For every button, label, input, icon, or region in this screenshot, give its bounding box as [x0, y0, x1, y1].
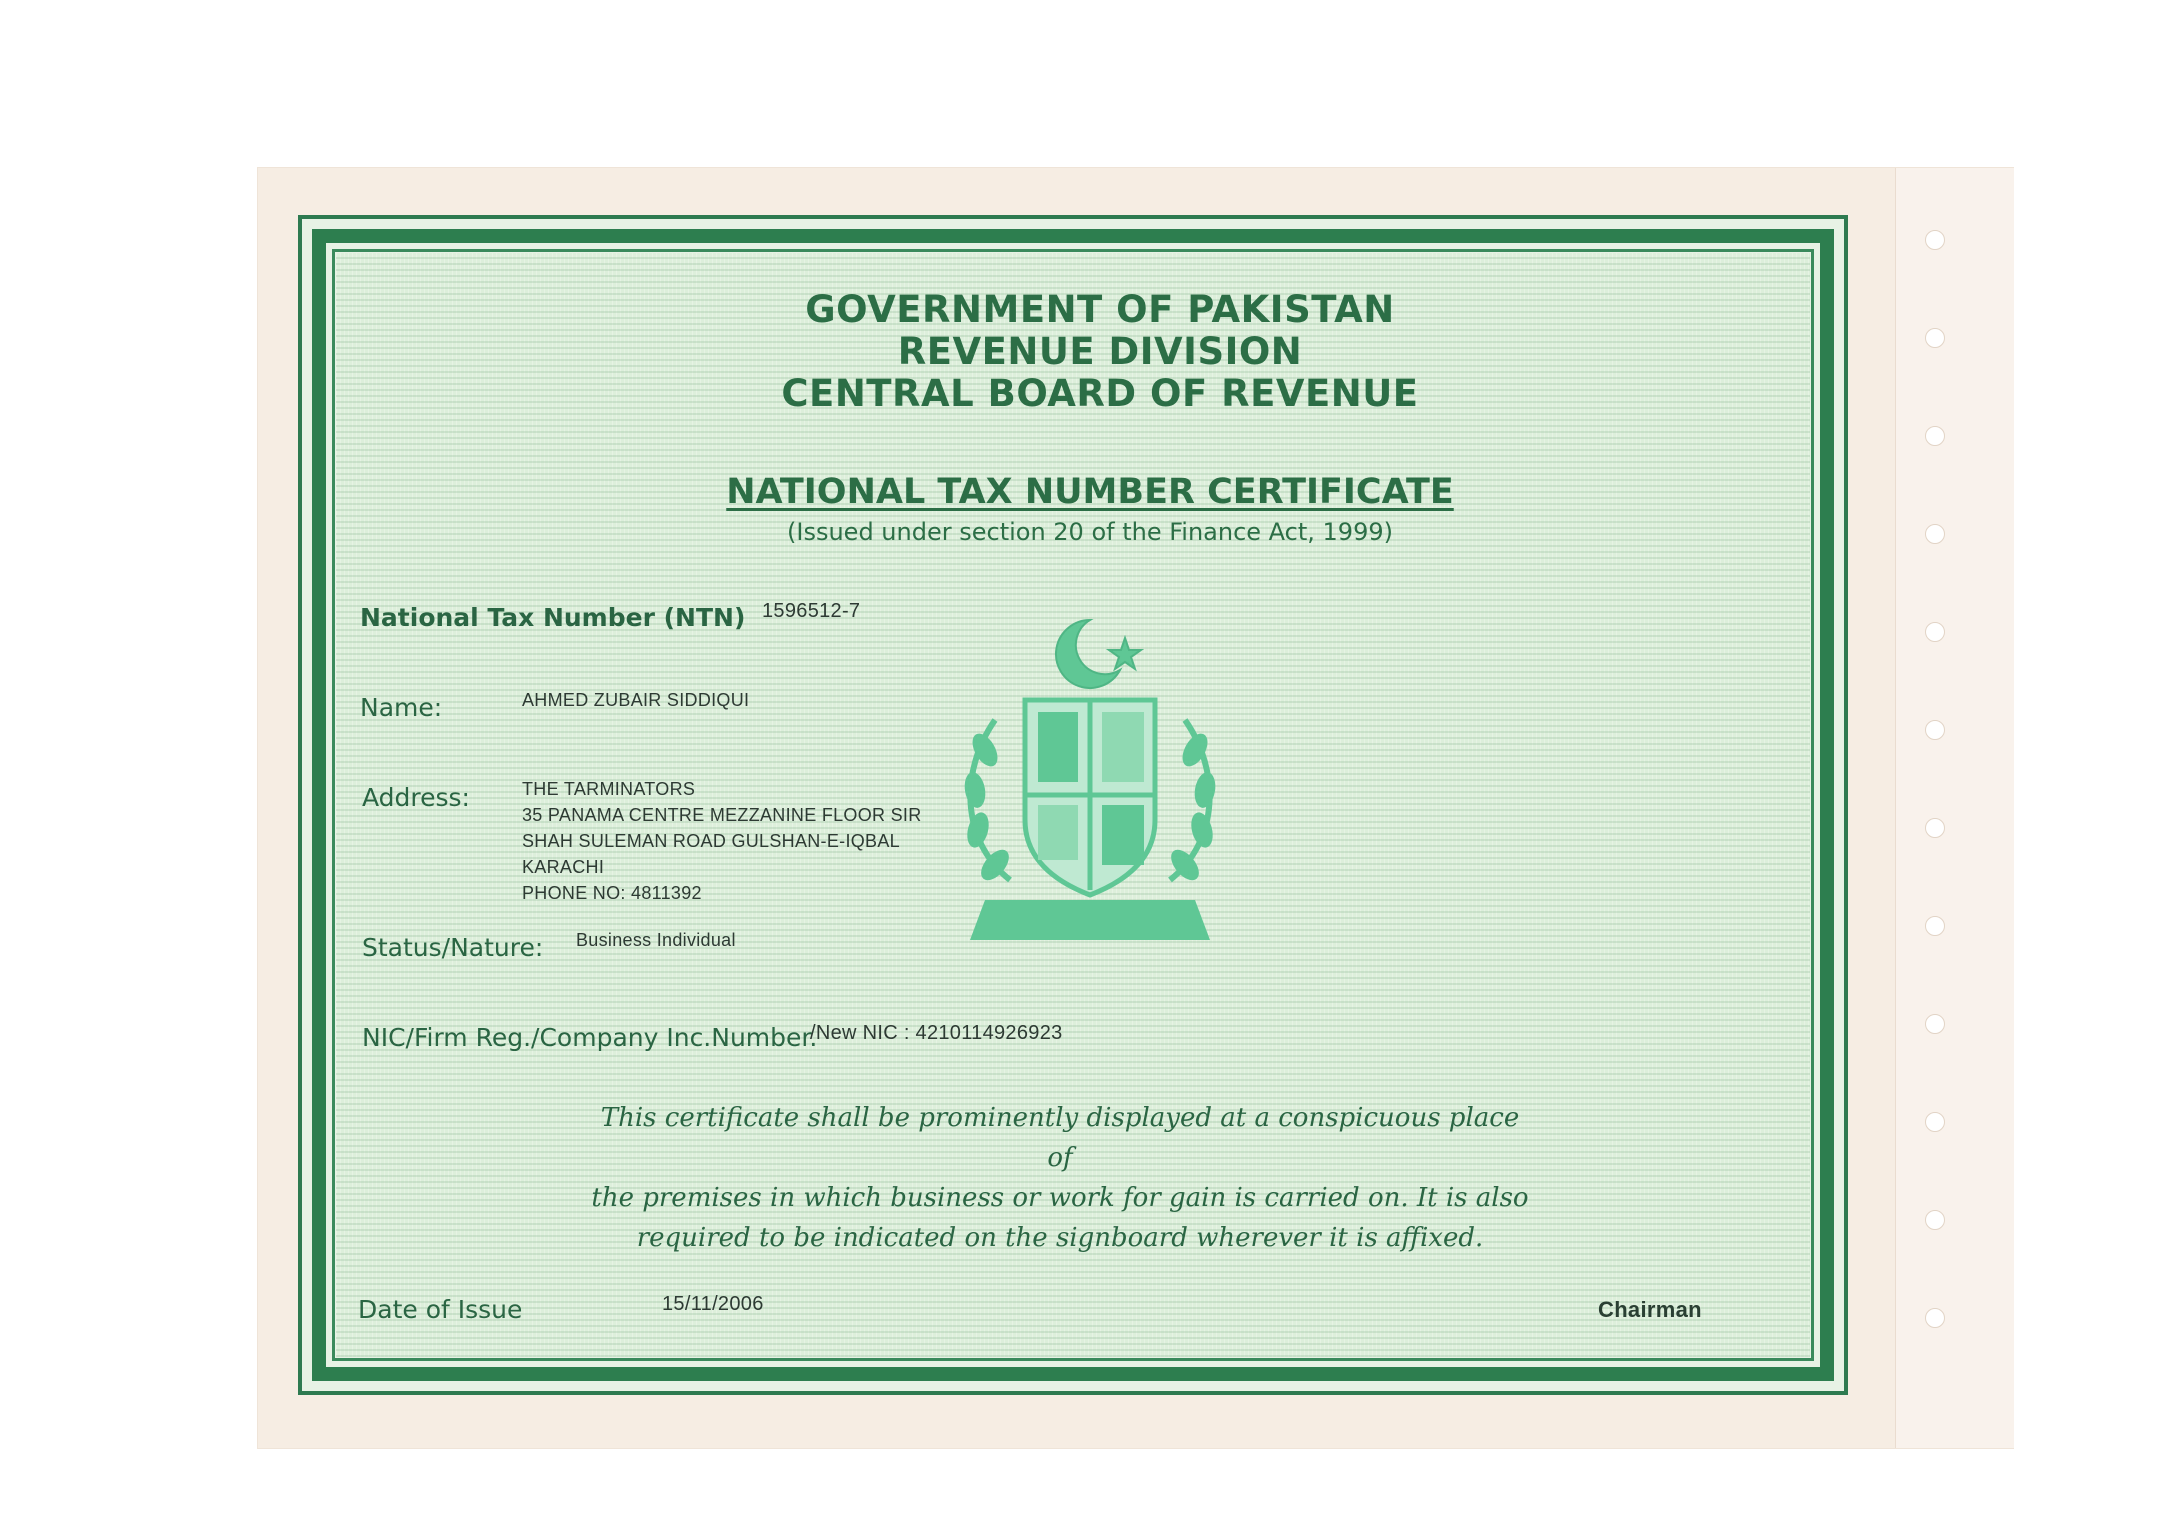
state-emblem-icon [940, 610, 1240, 970]
perforation-hole [1925, 720, 1945, 740]
perforation-hole [1925, 1308, 1945, 1328]
header-central-board: CENTRAL BOARD OF REVENUE [781, 372, 1419, 415]
perforation-hole [1925, 426, 1945, 446]
address-line: PHONE NO: 4811392 [522, 883, 702, 903]
crescent-icon [1056, 620, 1120, 688]
address-line: KARACHI [522, 857, 605, 877]
status-value: Business Individual [576, 930, 736, 950]
ntn-label: National Tax Number (NTN) [360, 603, 746, 632]
notice-line: required to be indicated on the signboard wherever it is affixed. [636, 1223, 1484, 1253]
chairman-label: Chairman [1598, 1297, 1702, 1322]
certificate-subtitle: (Issued under section 20 of the Finance Act, 1999) [787, 518, 1393, 546]
address-line: THE TARMINATORS [522, 779, 696, 799]
perforation-hole [1925, 524, 1945, 544]
notice-line: the premises in which business or work for gain is carried on. It is also [591, 1183, 1529, 1213]
name-value: AHMED ZUBAIR SIDDIQUI [522, 690, 750, 710]
notice-line: This certificate shall be prominently displayed at a conspicuous place of [600, 1103, 1520, 1173]
perforation-hole [1925, 818, 1945, 838]
perforation-hole [1925, 1112, 1945, 1132]
header-revenue-division: REVENUE DIVISION [897, 330, 1303, 373]
address-line: SHAH SULEMAN ROAD GULSHAN-E-IQBAL [522, 831, 900, 851]
status-label: Status/Nature: [362, 933, 544, 962]
nic-value: /New NIC : 4210114926923 [810, 1022, 1063, 1044]
perforation-hole [1925, 1210, 1945, 1230]
name-label: Name: [360, 693, 443, 722]
certificate-title: NATIONAL TAX NUMBER CERTIFICATE [726, 472, 1454, 512]
display-notice [590, 1098, 1530, 1258]
nic-label: NIC/Firm Reg./Company Inc.Number. [362, 1023, 818, 1052]
address-label: Address: [362, 783, 470, 812]
perforated-strip [1895, 168, 2014, 1448]
perforation-holes [1925, 230, 1945, 1350]
star-icon [1109, 638, 1141, 669]
perforation-hole [1925, 328, 1945, 348]
perforation-hole [1925, 230, 1945, 250]
address-value [522, 776, 922, 906]
header-government: GOVERNMENT OF PAKISTAN [805, 288, 1395, 331]
perforation-hole [1925, 916, 1945, 936]
ntn-value: 1596512-7 [762, 600, 861, 622]
emblem-scroll [970, 900, 1210, 940]
address-line: 35 PANAMA CENTRE MEZZANINE FLOOR SIR [522, 805, 922, 825]
perforation-hole [1925, 622, 1945, 642]
perforation-hole [1925, 1014, 1945, 1034]
date-of-issue-value: 15/11/2006 [662, 1293, 764, 1315]
date-of-issue-label: Date of Issue [358, 1295, 523, 1324]
